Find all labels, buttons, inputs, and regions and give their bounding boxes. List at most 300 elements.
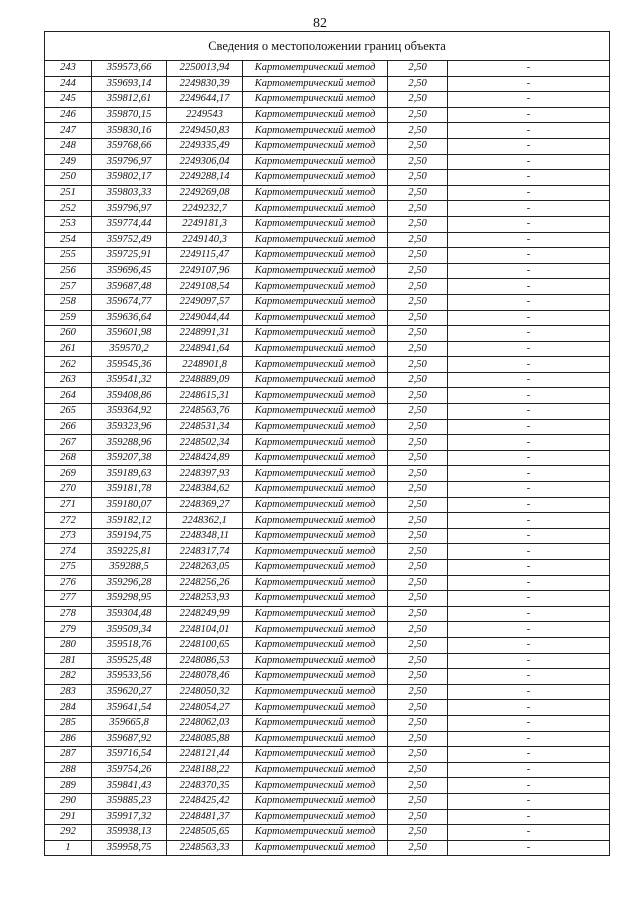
table-row bbox=[45, 107, 610, 123]
accuracy-cell: 2,50 bbox=[388, 107, 448, 123]
table-row bbox=[45, 450, 610, 466]
x-coordinate-cell: 359189,63 bbox=[92, 466, 167, 482]
table-row bbox=[45, 731, 610, 747]
x-coordinate-cell: 359225,81 bbox=[92, 544, 167, 560]
method-cell: Картометрический метод bbox=[243, 107, 388, 123]
table-row bbox=[45, 560, 610, 576]
point-number-cell: 287 bbox=[45, 747, 92, 763]
x-coordinate-cell: 359938,13 bbox=[92, 825, 167, 841]
table-row bbox=[45, 248, 610, 264]
table-row bbox=[45, 715, 610, 731]
accuracy-cell: 2,50 bbox=[388, 248, 448, 264]
table-row bbox=[45, 793, 610, 809]
accuracy-cell: 2,50 bbox=[388, 435, 448, 451]
table-row bbox=[45, 809, 610, 825]
x-coordinate-cell: 359696,45 bbox=[92, 263, 167, 279]
accuracy-cell: 2,50 bbox=[388, 61, 448, 77]
method-cell: Картометрический метод bbox=[243, 793, 388, 809]
method-cell: Картометрический метод bbox=[243, 731, 388, 747]
point-number-cell: 259 bbox=[45, 310, 92, 326]
accuracy-cell: 2,50 bbox=[388, 466, 448, 482]
table-row bbox=[45, 216, 610, 232]
point-number-cell: 286 bbox=[45, 731, 92, 747]
y-coordinate-cell: 2249097,57 bbox=[167, 294, 243, 310]
point-number-cell: 280 bbox=[45, 637, 92, 653]
description-cell: - bbox=[448, 248, 610, 264]
description-cell: - bbox=[448, 653, 610, 669]
accuracy-cell: 2,50 bbox=[388, 294, 448, 310]
table-title: Сведения о местоположении границ объекта bbox=[45, 32, 610, 61]
y-coordinate-cell: 2249107,96 bbox=[167, 263, 243, 279]
table-row bbox=[45, 653, 610, 669]
point-number-cell: 288 bbox=[45, 762, 92, 778]
x-coordinate-cell: 359665,8 bbox=[92, 715, 167, 731]
accuracy-cell: 2,50 bbox=[388, 419, 448, 435]
point-number-cell: 284 bbox=[45, 700, 92, 716]
method-cell: Картометрический метод bbox=[243, 185, 388, 201]
y-coordinate-cell: 2249450,83 bbox=[167, 123, 243, 139]
point-number-cell: 251 bbox=[45, 185, 92, 201]
x-coordinate-cell: 359796,97 bbox=[92, 201, 167, 217]
point-number-cell: 268 bbox=[45, 450, 92, 466]
x-coordinate-cell: 359545,36 bbox=[92, 357, 167, 373]
accuracy-cell: 2,50 bbox=[388, 731, 448, 747]
point-number-cell: 257 bbox=[45, 279, 92, 295]
accuracy-cell: 2,50 bbox=[388, 185, 448, 201]
y-coordinate-cell: 2248563,76 bbox=[167, 404, 243, 420]
table-row bbox=[45, 326, 610, 342]
method-cell: Картометрический метод bbox=[243, 170, 388, 186]
y-coordinate-cell: 2248481,37 bbox=[167, 809, 243, 825]
point-number-cell: 283 bbox=[45, 684, 92, 700]
description-cell: - bbox=[448, 76, 610, 92]
description-cell: - bbox=[448, 419, 610, 435]
accuracy-cell: 2,50 bbox=[388, 497, 448, 513]
method-cell: Картометрический метод bbox=[243, 497, 388, 513]
table-row bbox=[45, 76, 610, 92]
table-row bbox=[45, 372, 610, 388]
accuracy-cell: 2,50 bbox=[388, 809, 448, 825]
table-row bbox=[45, 357, 610, 373]
table-row bbox=[45, 778, 610, 794]
method-cell: Картометрический метод bbox=[243, 326, 388, 342]
accuracy-cell: 2,50 bbox=[388, 715, 448, 731]
point-number-cell: 270 bbox=[45, 482, 92, 498]
description-cell: - bbox=[448, 201, 610, 217]
table-row bbox=[45, 263, 610, 279]
description-cell: - bbox=[448, 700, 610, 716]
y-coordinate-cell: 2248425,42 bbox=[167, 793, 243, 809]
point-number-cell: 291 bbox=[45, 809, 92, 825]
y-coordinate-cell: 2248086,53 bbox=[167, 653, 243, 669]
table-row bbox=[45, 435, 610, 451]
description-cell: - bbox=[448, 747, 610, 763]
method-cell: Картометрический метод bbox=[243, 840, 388, 856]
accuracy-cell: 2,50 bbox=[388, 357, 448, 373]
x-coordinate-cell: 359408,86 bbox=[92, 388, 167, 404]
description-cell: - bbox=[448, 793, 610, 809]
point-number-cell: 277 bbox=[45, 591, 92, 607]
point-number-cell: 249 bbox=[45, 154, 92, 170]
accuracy-cell: 2,50 bbox=[388, 232, 448, 248]
description-cell: - bbox=[448, 185, 610, 201]
y-coordinate-cell: 2249115,47 bbox=[167, 248, 243, 264]
y-coordinate-cell: 2249232,7 bbox=[167, 201, 243, 217]
accuracy-cell: 2,50 bbox=[388, 840, 448, 856]
x-coordinate-cell: 359917,32 bbox=[92, 809, 167, 825]
description-cell: - bbox=[448, 497, 610, 513]
accuracy-cell: 2,50 bbox=[388, 513, 448, 529]
accuracy-cell: 2,50 bbox=[388, 92, 448, 108]
accuracy-cell: 2,50 bbox=[388, 372, 448, 388]
point-number-cell: 260 bbox=[45, 326, 92, 342]
description-cell: - bbox=[448, 123, 610, 139]
accuracy-cell: 2,50 bbox=[388, 575, 448, 591]
page-number: 82 bbox=[313, 16, 327, 31]
description-cell: - bbox=[448, 294, 610, 310]
description-cell: - bbox=[448, 263, 610, 279]
point-number-cell: 292 bbox=[45, 825, 92, 841]
x-coordinate-cell: 359687,48 bbox=[92, 279, 167, 295]
accuracy-cell: 2,50 bbox=[388, 263, 448, 279]
accuracy-cell: 2,50 bbox=[388, 326, 448, 342]
y-coordinate-cell: 2248078,46 bbox=[167, 669, 243, 685]
y-coordinate-cell: 2249288,14 bbox=[167, 170, 243, 186]
description-cell: - bbox=[448, 388, 610, 404]
table-row bbox=[45, 684, 610, 700]
method-cell: Картометрический метод bbox=[243, 372, 388, 388]
table-row bbox=[45, 92, 610, 108]
accuracy-cell: 2,50 bbox=[388, 216, 448, 232]
x-coordinate-cell: 359509,34 bbox=[92, 622, 167, 638]
description-cell: - bbox=[448, 560, 610, 576]
x-coordinate-cell: 359812,61 bbox=[92, 92, 167, 108]
method-cell: Картометрический метод bbox=[243, 404, 388, 420]
x-coordinate-cell: 359364,92 bbox=[92, 404, 167, 420]
method-cell: Картометрический метод bbox=[243, 138, 388, 154]
accuracy-cell: 2,50 bbox=[388, 404, 448, 420]
x-coordinate-cell: 359518,76 bbox=[92, 637, 167, 653]
description-cell: - bbox=[448, 61, 610, 77]
point-number-cell: 243 bbox=[45, 61, 92, 77]
method-cell: Картометрический метод bbox=[243, 809, 388, 825]
y-coordinate-cell: 2249830,39 bbox=[167, 76, 243, 92]
boundary-coordinates-table bbox=[44, 31, 610, 856]
x-coordinate-cell: 359180,07 bbox=[92, 497, 167, 513]
x-coordinate-cell: 359288,5 bbox=[92, 560, 167, 576]
accuracy-cell: 2,50 bbox=[388, 762, 448, 778]
description-cell: - bbox=[448, 404, 610, 420]
y-coordinate-cell: 2249335,49 bbox=[167, 138, 243, 154]
description-cell: - bbox=[448, 232, 610, 248]
point-number-cell: 274 bbox=[45, 544, 92, 560]
method-cell: Картометрический метод bbox=[243, 294, 388, 310]
table-row bbox=[45, 513, 610, 529]
x-coordinate-cell: 359298,95 bbox=[92, 591, 167, 607]
x-coordinate-cell: 359958,75 bbox=[92, 840, 167, 856]
y-coordinate-cell: 2248991,31 bbox=[167, 326, 243, 342]
description-cell: - bbox=[448, 154, 610, 170]
accuracy-cell: 2,50 bbox=[388, 700, 448, 716]
point-number-cell: 255 bbox=[45, 248, 92, 264]
method-cell: Картометрический метод bbox=[243, 762, 388, 778]
table-row bbox=[45, 606, 610, 622]
method-cell: Картометрический метод bbox=[243, 715, 388, 731]
x-coordinate-cell: 359796,97 bbox=[92, 154, 167, 170]
x-coordinate-cell: 359752,49 bbox=[92, 232, 167, 248]
description-cell: - bbox=[448, 731, 610, 747]
accuracy-cell: 2,50 bbox=[388, 606, 448, 622]
accuracy-cell: 2,50 bbox=[388, 123, 448, 139]
table-row bbox=[45, 669, 610, 685]
method-cell: Картометрический метод bbox=[243, 435, 388, 451]
method-cell: Картометрический метод bbox=[243, 825, 388, 841]
description-cell: - bbox=[448, 591, 610, 607]
x-coordinate-cell: 359620,27 bbox=[92, 684, 167, 700]
x-coordinate-cell: 359181,78 bbox=[92, 482, 167, 498]
description-cell: - bbox=[448, 528, 610, 544]
x-coordinate-cell: 359687,92 bbox=[92, 731, 167, 747]
point-number-cell: 285 bbox=[45, 715, 92, 731]
table-row bbox=[45, 388, 610, 404]
point-number-cell: 248 bbox=[45, 138, 92, 154]
method-cell: Картометрический метод bbox=[243, 606, 388, 622]
accuracy-cell: 2,50 bbox=[388, 170, 448, 186]
accuracy-cell: 2,50 bbox=[388, 341, 448, 357]
method-cell: Картометрический метод bbox=[243, 357, 388, 373]
table-row bbox=[45, 419, 610, 435]
x-coordinate-cell: 359870,15 bbox=[92, 107, 167, 123]
method-cell: Картометрический метод bbox=[243, 279, 388, 295]
table-row bbox=[45, 310, 610, 326]
y-coordinate-cell: 2248054,27 bbox=[167, 700, 243, 716]
description-cell: - bbox=[448, 435, 610, 451]
description-cell: - bbox=[448, 92, 610, 108]
table-row bbox=[45, 700, 610, 716]
x-coordinate-cell: 359802,17 bbox=[92, 170, 167, 186]
y-coordinate-cell: 2248384,62 bbox=[167, 482, 243, 498]
method-cell: Картометрический метод bbox=[243, 544, 388, 560]
table-row bbox=[45, 201, 610, 217]
method-cell: Картометрический метод bbox=[243, 637, 388, 653]
x-coordinate-cell: 359803,33 bbox=[92, 185, 167, 201]
method-cell: Картометрический метод bbox=[243, 154, 388, 170]
point-number-cell: 272 bbox=[45, 513, 92, 529]
y-coordinate-cell: 2248397,93 bbox=[167, 466, 243, 482]
method-cell: Картометрический метод bbox=[243, 622, 388, 638]
point-number-cell: 244 bbox=[45, 76, 92, 92]
description-cell: - bbox=[448, 622, 610, 638]
method-cell: Картометрический метод bbox=[243, 248, 388, 264]
table-row bbox=[45, 840, 610, 856]
method-cell: Картометрический метод bbox=[243, 263, 388, 279]
point-number-cell: 278 bbox=[45, 606, 92, 622]
description-cell: - bbox=[448, 840, 610, 856]
method-cell: Картометрический метод bbox=[243, 216, 388, 232]
table-row bbox=[45, 170, 610, 186]
accuracy-cell: 2,50 bbox=[388, 591, 448, 607]
description-cell: - bbox=[448, 809, 610, 825]
x-coordinate-cell: 359573,66 bbox=[92, 61, 167, 77]
y-coordinate-cell: 2249269,08 bbox=[167, 185, 243, 201]
method-cell: Картометрический метод bbox=[243, 61, 388, 77]
accuracy-cell: 2,50 bbox=[388, 450, 448, 466]
description-cell: - bbox=[448, 825, 610, 841]
point-number-cell: 289 bbox=[45, 778, 92, 794]
y-coordinate-cell: 2249140,3 bbox=[167, 232, 243, 248]
y-coordinate-cell: 2248085,88 bbox=[167, 731, 243, 747]
accuracy-cell: 2,50 bbox=[388, 482, 448, 498]
point-number-cell: 276 bbox=[45, 575, 92, 591]
point-number-cell: 258 bbox=[45, 294, 92, 310]
description-cell: - bbox=[448, 684, 610, 700]
method-cell: Картометрический метод bbox=[243, 684, 388, 700]
table-row bbox=[45, 825, 610, 841]
y-coordinate-cell: 2248563,33 bbox=[167, 840, 243, 856]
x-coordinate-cell: 359641,54 bbox=[92, 700, 167, 716]
description-cell: - bbox=[448, 762, 610, 778]
y-coordinate-cell: 2248100,65 bbox=[167, 637, 243, 653]
table-row bbox=[45, 622, 610, 638]
table-row bbox=[45, 762, 610, 778]
method-cell: Картометрический метод bbox=[243, 92, 388, 108]
y-coordinate-cell: 2249181,3 bbox=[167, 216, 243, 232]
y-coordinate-cell: 2248531,34 bbox=[167, 419, 243, 435]
y-coordinate-cell: 2248253,93 bbox=[167, 591, 243, 607]
method-cell: Картометрический метод bbox=[243, 388, 388, 404]
description-cell: - bbox=[448, 138, 610, 154]
x-coordinate-cell: 359693,14 bbox=[92, 76, 167, 92]
y-coordinate-cell: 2248317,74 bbox=[167, 544, 243, 560]
x-coordinate-cell: 359288,96 bbox=[92, 435, 167, 451]
method-cell: Картометрический метод bbox=[243, 513, 388, 529]
accuracy-cell: 2,50 bbox=[388, 138, 448, 154]
table-row bbox=[45, 185, 610, 201]
method-cell: Картометрический метод bbox=[243, 653, 388, 669]
accuracy-cell: 2,50 bbox=[388, 76, 448, 92]
table-row bbox=[45, 404, 610, 420]
method-cell: Картометрический метод bbox=[243, 450, 388, 466]
method-cell: Картометрический метод bbox=[243, 747, 388, 763]
table-row bbox=[45, 123, 610, 139]
description-cell: - bbox=[448, 669, 610, 685]
accuracy-cell: 2,50 bbox=[388, 388, 448, 404]
point-number-cell: 254 bbox=[45, 232, 92, 248]
y-coordinate-cell: 2248263,05 bbox=[167, 560, 243, 576]
x-coordinate-cell: 359841,43 bbox=[92, 778, 167, 794]
x-coordinate-cell: 359525,48 bbox=[92, 653, 167, 669]
table-row bbox=[45, 591, 610, 607]
description-cell: - bbox=[448, 513, 610, 529]
description-cell: - bbox=[448, 170, 610, 186]
description-cell: - bbox=[448, 482, 610, 498]
point-number-cell: 269 bbox=[45, 466, 92, 482]
method-cell: Картометрический метод bbox=[243, 201, 388, 217]
table-row bbox=[45, 747, 610, 763]
y-coordinate-cell: 2248424,89 bbox=[167, 450, 243, 466]
y-coordinate-cell: 2248348,11 bbox=[167, 528, 243, 544]
description-cell: - bbox=[448, 107, 610, 123]
point-number-cell: 266 bbox=[45, 419, 92, 435]
accuracy-cell: 2,50 bbox=[388, 528, 448, 544]
method-cell: Картометрический метод bbox=[243, 669, 388, 685]
accuracy-cell: 2,50 bbox=[388, 747, 448, 763]
y-coordinate-cell: 2248062,03 bbox=[167, 715, 243, 731]
table-row bbox=[45, 154, 610, 170]
x-coordinate-cell: 359533,56 bbox=[92, 669, 167, 685]
description-cell: - bbox=[448, 372, 610, 388]
table-row bbox=[45, 138, 610, 154]
y-coordinate-cell: 2248249,99 bbox=[167, 606, 243, 622]
y-coordinate-cell: 2248121,44 bbox=[167, 747, 243, 763]
table-row bbox=[45, 279, 610, 295]
point-number-cell: 265 bbox=[45, 404, 92, 420]
point-number-cell: 262 bbox=[45, 357, 92, 373]
y-coordinate-cell: 2249044,44 bbox=[167, 310, 243, 326]
method-cell: Картометрический метод bbox=[243, 778, 388, 794]
point-number-cell: 252 bbox=[45, 201, 92, 217]
y-coordinate-cell: 2248362,1 bbox=[167, 513, 243, 529]
x-coordinate-cell: 359636,64 bbox=[92, 310, 167, 326]
x-coordinate-cell: 359296,28 bbox=[92, 575, 167, 591]
y-coordinate-cell: 2249306,04 bbox=[167, 154, 243, 170]
table-row bbox=[45, 544, 610, 560]
accuracy-cell: 2,50 bbox=[388, 669, 448, 685]
description-cell: - bbox=[448, 715, 610, 731]
x-coordinate-cell: 359830,16 bbox=[92, 123, 167, 139]
description-cell: - bbox=[448, 606, 610, 622]
point-number-cell: 267 bbox=[45, 435, 92, 451]
description-cell: - bbox=[448, 357, 610, 373]
x-coordinate-cell: 359774,44 bbox=[92, 216, 167, 232]
accuracy-cell: 2,50 bbox=[388, 279, 448, 295]
point-number-cell: 281 bbox=[45, 653, 92, 669]
method-cell: Картометрический метод bbox=[243, 560, 388, 576]
table-row bbox=[45, 232, 610, 248]
table-row bbox=[45, 341, 610, 357]
method-cell: Картометрический метод bbox=[243, 591, 388, 607]
y-coordinate-cell: 2248502,34 bbox=[167, 435, 243, 451]
table-title-row bbox=[45, 32, 610, 61]
accuracy-cell: 2,50 bbox=[388, 653, 448, 669]
y-coordinate-cell: 2249108,54 bbox=[167, 279, 243, 295]
accuracy-cell: 2,50 bbox=[388, 154, 448, 170]
y-coordinate-cell: 2248369,27 bbox=[167, 497, 243, 513]
description-cell: - bbox=[448, 450, 610, 466]
method-cell: Картометрический метод bbox=[243, 700, 388, 716]
y-coordinate-cell: 2248050,32 bbox=[167, 684, 243, 700]
x-coordinate-cell: 359182,12 bbox=[92, 513, 167, 529]
point-number-cell: 275 bbox=[45, 560, 92, 576]
description-cell: - bbox=[448, 326, 610, 342]
table-row bbox=[45, 575, 610, 591]
method-cell: Картометрический метод bbox=[243, 466, 388, 482]
description-cell: - bbox=[448, 466, 610, 482]
x-coordinate-cell: 359716,54 bbox=[92, 747, 167, 763]
x-coordinate-cell: 359194,75 bbox=[92, 528, 167, 544]
y-coordinate-cell: 2248370,35 bbox=[167, 778, 243, 794]
point-number-cell: 282 bbox=[45, 669, 92, 685]
accuracy-cell: 2,50 bbox=[388, 201, 448, 217]
x-coordinate-cell: 359768,66 bbox=[92, 138, 167, 154]
method-cell: Картометрический метод bbox=[243, 482, 388, 498]
method-cell: Картометрический метод bbox=[243, 232, 388, 248]
table-row bbox=[45, 294, 610, 310]
y-coordinate-cell: 2248104,01 bbox=[167, 622, 243, 638]
point-number-cell: 245 bbox=[45, 92, 92, 108]
accuracy-cell: 2,50 bbox=[388, 560, 448, 576]
y-coordinate-cell: 2248188,22 bbox=[167, 762, 243, 778]
